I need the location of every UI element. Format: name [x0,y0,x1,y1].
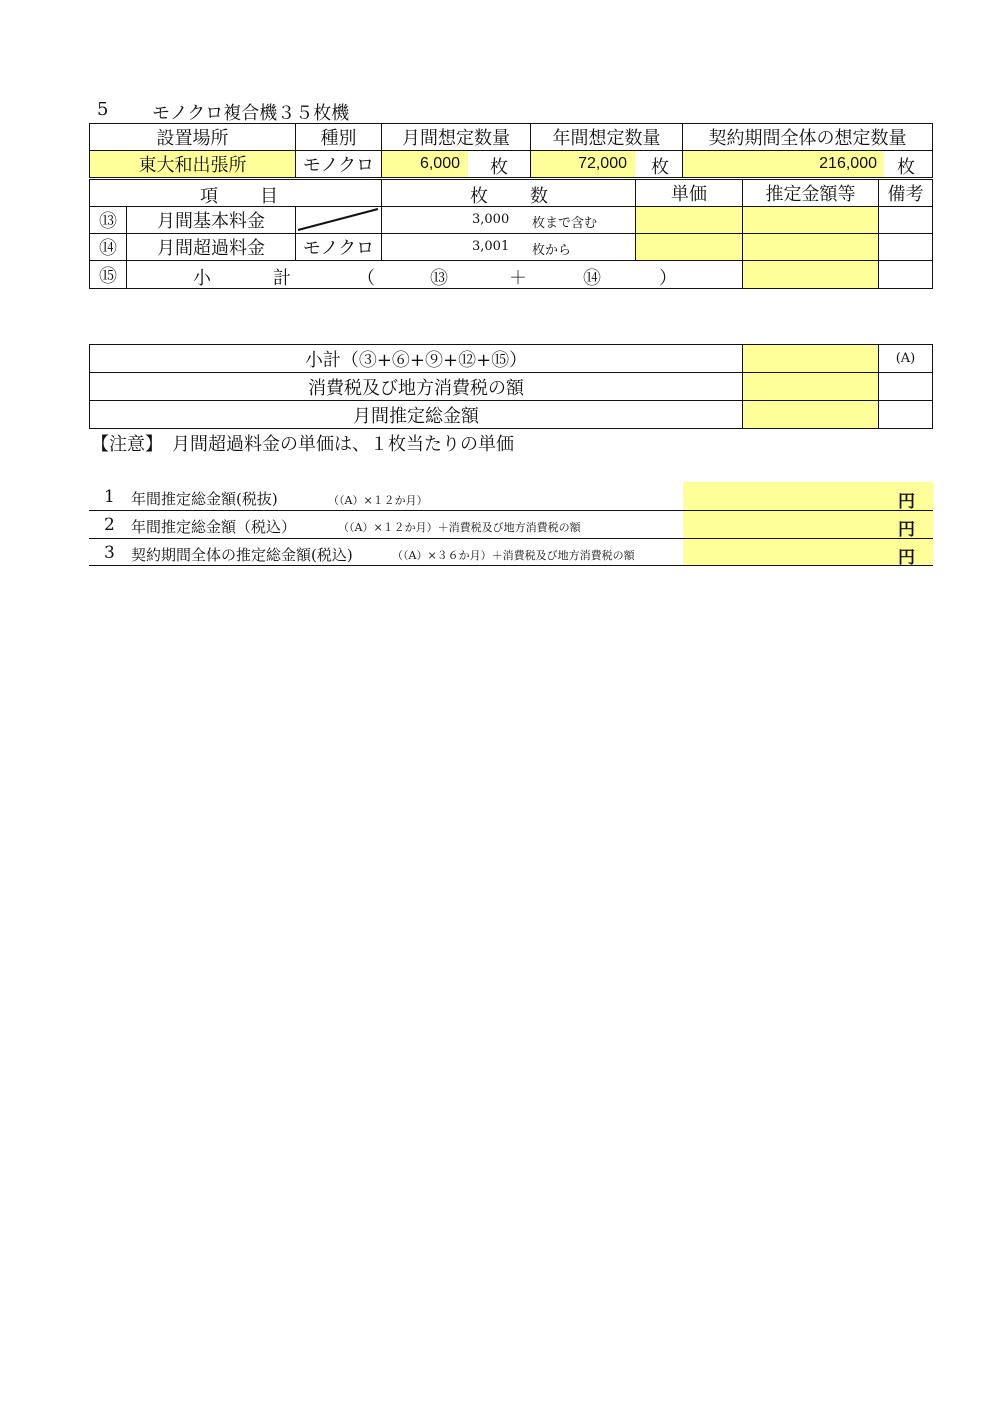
total-no: 3 [104,543,115,563]
row-type-slash [295,206,382,234]
section-number: 5 [97,99,109,120]
total-value: 216,000 [683,151,883,177]
note-text: 【注意】 月間超過料金の単価は、１枚当たりの単価 [91,434,514,455]
detail-header-remarks: 備考 [878,179,933,207]
row-remarks [878,206,933,234]
row-name: 月間超過料金 [126,233,296,261]
monthly-cell [381,150,531,178]
detail-header-estimated: 推定金額等 [742,179,879,207]
summary-subtotal-mark: (A) [878,344,933,373]
subtotal-t3: （ [357,268,375,289]
header-location: 設置場所 [89,123,296,151]
total-unit: 円 [898,520,915,539]
total-label: 契約期間全体の推定総金額(税込) [131,546,353,564]
row-no: ⑭ [89,233,127,261]
subtotal-t5: ＋ [509,268,527,289]
section-title: モノクロ複合機３５枚機 [152,103,350,124]
row-estimated [742,233,879,261]
item-label-a: 項 [200,186,218,207]
monthly-value: 6,000 [382,151,468,177]
summary-monthly-label: 月間推定総金額 [89,400,743,429]
subtotal-t7: ） [659,268,677,289]
row-count-note: 枚まで含む [532,216,598,231]
total-divider [89,565,933,566]
detail-header-count [381,179,636,207]
header-monthly: 月間想定数量 [381,123,531,151]
subtotal-no: ⑮ [89,260,127,289]
total-no: 2 [104,515,115,535]
row-count-value: 3,000 [472,212,510,227]
subtotal-t2: 計 [273,268,291,289]
summary-tax-value [742,372,879,401]
total-cell [682,150,933,178]
detail-header-item [89,179,382,207]
row-count-value: 3,001 [472,239,510,254]
subtotal-estimated [742,260,879,289]
annual-value: 72,000 [531,151,635,177]
total-value-box [683,539,933,566]
total-formula: （（A）×３６か月）＋消費税及び地方消費税の額 [392,549,635,562]
total-value-box [683,511,933,538]
subtotal-t4: ⑬ [430,268,448,289]
type-value: モノクロ [295,150,382,178]
total-unit: 円 [898,492,915,511]
monthly-unit: 枚 [490,157,508,178]
row-count-note: 枚から [532,243,572,258]
row-estimated [742,206,879,234]
total-formula: （（A）×１２か月） [328,494,428,507]
subtotal-t1: 小 [193,268,211,289]
row-type: モノクロ [295,233,382,261]
summary-tax-label: 消費税及び地方消費税の額 [89,372,743,401]
count-label-b: 数 [530,186,548,207]
row-unit-price [635,206,743,234]
total-value-box [683,482,933,510]
total-label: 年間推定総金額(税抜) [131,490,278,508]
annual-cell [530,150,683,178]
total-label: 年間推定総金額（税込） [131,518,297,536]
row-count [381,206,636,234]
summary-subtotal-value [742,344,879,373]
diagonal-line [296,207,380,232]
summary-monthly-value [742,400,879,429]
total-formula: （（A）×１２か月）＋消費税及び地方消費税の額 [338,521,581,534]
total-unit: 円 [898,548,915,567]
annual-unit: 枚 [651,157,669,178]
summary-subtotal-label: 小計（③+⑥+⑨+⑫+⑮） [89,344,743,373]
row-name: 月間基本料金 [126,206,296,234]
header-type: 種別 [295,123,382,151]
summary-tax-remarks [878,372,933,401]
subtotal-t6: ⑭ [583,268,601,289]
item-label-b: 目 [260,186,278,207]
row-count [381,233,636,261]
total-unit: 枚 [897,157,915,178]
detail-header-unit-price: 単価 [635,179,743,207]
row-no: ⑬ [89,206,127,234]
count-label-a: 枚 [470,186,488,207]
header-annual: 年間想定数量 [530,123,683,151]
row-unit-price [635,233,743,261]
subtotal-formula [126,260,743,289]
summary-monthly-remarks [878,400,933,429]
subtotal-remarks [878,260,933,289]
location-value: 東大和出張所 [89,150,296,178]
row-remarks [878,233,933,261]
total-no: 1 [104,487,115,507]
header-total: 契約期間全体の想定数量 [682,123,933,151]
